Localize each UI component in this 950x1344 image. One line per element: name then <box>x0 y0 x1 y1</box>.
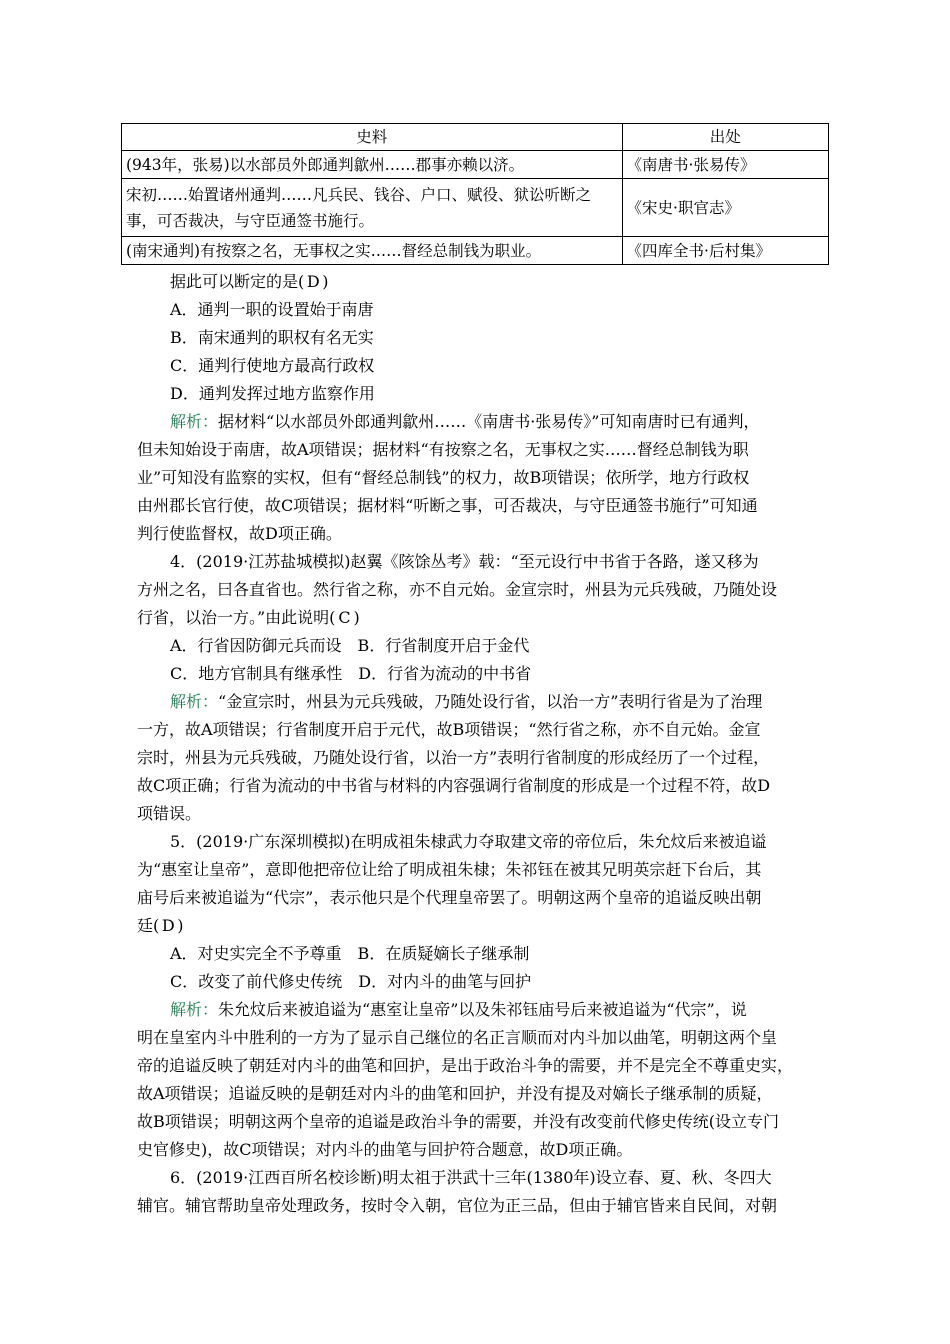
q4-stem-line: 方州之名，曰各直省也。然行省之称，亦不自元始。金宣宗时，州县为元兵残破，乃随处设 <box>137 580 778 599</box>
q5-answer: D <box>161 916 175 935</box>
q4-options-cd: C．地方官制具有继承性 D．行省为流动的中书省 <box>170 664 532 683</box>
q5-analysis-line: 帝的追谥反映了朝廷对内斗的曲笔和回护，是出于政治斗争的需要，并不是完全不尊重史实， <box>137 1056 794 1075</box>
q3-analysis-line: 业”可知没有监察的实权，但有“督经总制钱”的权力，故B项错误；依所学，地方行政权 <box>137 468 750 487</box>
q4-analysis-line: 项错误。 <box>137 804 202 823</box>
table-row <box>122 179 829 237</box>
q4-analysis-line: 宗时，州县为元兵残破，乃随处设行省，以治一方”表明行省制度的形成经历了一个过程， <box>137 748 770 767</box>
q5-options-ab: A．对史实完全不予尊重 B．在质疑嫡长子继承制 <box>170 944 530 963</box>
q3-option-a: A．通判一职的设置始于南唐 <box>170 300 374 319</box>
q6-stem-line: 6．(2019·江西百所名校诊断)明太祖于洪武十三年(1380年)设立春、夏、秋、冬四大 <box>170 1168 772 1187</box>
q4-options-ab: A．行省因防御元兵而设 B．行省制度开启于金代 <box>170 636 530 655</box>
q5-analysis-line: 故B项错误；明朝这两个皇帝的追谥是政治斗争的需要，并没有改变前代修史传统(设立专门 <box>137 1112 780 1131</box>
source-table <box>121 123 829 265</box>
table-cell-origin: 《四库全书·后村集》 <box>622 237 828 265</box>
table-cell-source: (南宋通判)有按察之名，无事权之实……督经总制钱为职业。 <box>122 237 623 265</box>
table-cell-source: 宋初……始置诸州通判……凡兵民、钱谷、户口、赋役、狱讼听断之事，可否裁决，与守臣通签书施行。 <box>122 179 623 237</box>
q5-stem-line: 5．(2019·广东深圳模拟)在明成祖朱棣武力夺取建文帝的帝位后，朱允炆后来被追谥 <box>170 832 767 851</box>
table-header-origin: 出处 <box>622 124 828 151</box>
q3-analysis-line: 但未知始设于南唐，故A项错误；据材料“有按察之名，无事权之实……督经总制钱为职 <box>137 440 749 459</box>
q5-analysis-line: 故A项错误；追谥反映的是朝廷对内斗的曲笔和回护，并没有提及对嫡长子继承制的质疑， <box>137 1084 773 1103</box>
q4-stem-line: 行省，以治一方。”由此说明( C ) <box>137 608 360 627</box>
table-header-source: 史料 <box>122 124 623 151</box>
q3-option-c: C．通判行使地方最高行政权 <box>170 356 375 375</box>
analysis-label: 解析： <box>170 1000 219 1019</box>
q4-answer: C <box>338 608 351 627</box>
table-row <box>122 151 829 179</box>
q3-analysis-line: 由州郡长官行使，故C项错误；据材料“听断之事，可否裁决，与守臣通签书施行”可知通 <box>137 496 758 515</box>
q5-analysis-line: 明在皇室内斗中胜利的一方为了显示自己继位的名正言顺而对内斗加以曲笔，明朝这两个皇 <box>137 1028 778 1047</box>
q5-analysis-line: 解析：朱允炆后来被追谥为“惠室让皇帝”以及朱祁钰庙号后来被追谥为“代宗”，说 <box>170 1000 747 1019</box>
analysis-label: 解析： <box>170 692 219 711</box>
q4-stem-line: 4．(2019·江苏盐城模拟)赵翼《陔馀丛考》载：“至元设行中书省于各路，遂又移为 <box>170 552 759 571</box>
q5-analysis-line: 史官修史)，故C项错误；对内斗的曲笔与回护符合题意，故D项正确。 <box>137 1140 633 1159</box>
q5-stem-line: 廷( D ) <box>137 916 184 935</box>
q6-stem-line: 辅官。辅官帮助皇帝处理政务，按时令入朝，官位为正三品，但由于辅官皆来自民间，对朝 <box>137 1196 778 1215</box>
q4-analysis-line: 故C项正确；行省为流动的中书省与材料的内容强调行省制度的形成是一个过程不符，故D <box>137 776 771 795</box>
table-cell-source: (943年，张易)以水部员外郎通判歙州……郡事亦赖以济。 <box>122 151 623 179</box>
q5-stem-line: 庙号后来被追谥为“代宗”，表示他只是个代理皇帝罢了。明朝这两个皇帝的追谥反映出朝 <box>137 888 762 907</box>
q4-analysis-line: 一方，故A项错误；行省制度开启于元代，故B项错误；“然行省之称，亦不自元始。金宣 <box>137 720 761 739</box>
q3-option-d: D．通判发挥过地方监察作用 <box>170 384 375 403</box>
table-cell-origin: 《南唐书·张易传》 <box>622 151 828 179</box>
q5-options-cd: C．改变了前代修史传统 D．对内斗的曲笔与回护 <box>170 972 532 991</box>
q3-stem: 据此可以断定的是( D ) <box>170 272 329 291</box>
q3-option-b: B．南宋通判的职权有名无实 <box>170 328 374 347</box>
q3-analysis-line: 判行使监督权，故D项正确。 <box>137 524 342 543</box>
q3-answer: D <box>306 272 320 291</box>
q3-analysis-line: 解析：据材料“以水部员外郎通判歙州……《南唐书·张易传》”可知南唐时已有通判， <box>170 412 760 431</box>
table-cell-origin: 《宋史·职官志》 <box>622 179 828 237</box>
table-row <box>122 237 829 265</box>
table-header-row <box>122 124 829 151</box>
analysis-label: 解析： <box>170 412 219 431</box>
q4-analysis-line: 解析：“金宣宗时，州县为元兵残破，乃随处设行省，以治一方”表明行省是为了治理 <box>170 692 763 711</box>
q5-stem-line: 为“惠室让皇帝”，意即他把帝位让给了明成祖朱棣；朱祁钰在被其兄明英宗赶下台后，其 <box>137 860 762 879</box>
